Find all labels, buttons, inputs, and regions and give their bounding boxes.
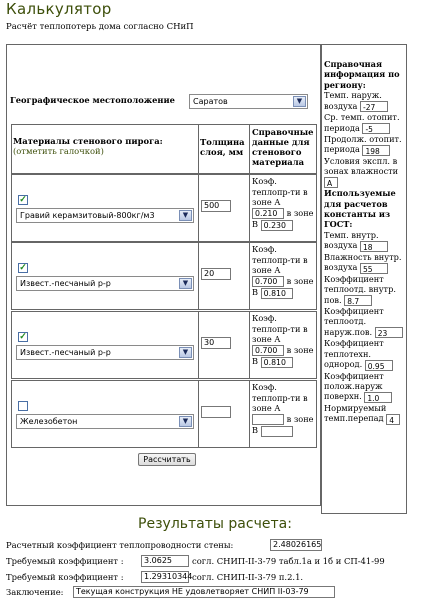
t-avg-input[interactable]: -5 [362,123,390,134]
layer-checkbox[interactable]: ✓ [19,195,27,205]
thickness-input[interactable]: 20 [201,268,231,280]
req1-note: согл. СНИП-II-3-79 табл.1а и 1б и СП-41-99 [192,556,385,566]
material-select-value: Железобетон [20,417,78,426]
calc-coef-label: Расчетный коэффициент теплопроводности стены: [6,540,234,550]
k-out-label: Коэффициент теплоотд. наруж.пов. 23 [324,306,404,338]
layer-checkbox[interactable]: ✓ [19,263,27,273]
thickness-header: Толщина слоя, мм [200,137,245,157]
delta-input[interactable]: 4 [386,414,400,425]
calculate-button[interactable]: Рассчитать [138,453,196,466]
humidity-label: Влажность внутр. воздуха 55 [324,251,402,274]
coef-block [252,382,316,437]
k-in-input[interactable]: 8.7 [344,295,372,306]
zone-b-label: в зоне В [252,275,314,297]
duration-input[interactable]: 198 [362,145,390,156]
city-select-value: Саратов [193,97,228,106]
coef-b-input[interactable]: 0.810 [261,288,293,299]
results-title: Результаты расчета: [138,516,292,532]
duration-label: Продолж. отопит. периода 198 [324,134,402,156]
zone-input[interactable]: А [324,177,338,188]
materials-header-title: Материалы стенового пирога: [13,136,163,146]
city-select[interactable] [189,94,308,109]
layer-checkbox[interactable] [18,401,28,411]
material-select-value: Гравий керамзитовый-800кг/м3 [20,211,155,220]
k-uniform-input[interactable]: 0.95 [365,360,393,371]
t-out-input[interactable]: -27 [360,101,388,112]
coef-label: Коэф. теплопр-ти в зоне А [252,313,308,344]
coef-label: Коэф. теплопр-ти в зоне А [252,244,308,275]
thickness-input[interactable] [201,406,231,418]
coef-a-input[interactable]: 0.700 [252,345,284,356]
zone-b-label: в зоне В [252,413,314,435]
zone-b-label: в зоне В [252,344,314,366]
calc-coef-field[interactable]: 2.48026165 [270,539,322,551]
thickness-input[interactable]: 30 [201,337,231,349]
coef-label: Коэф. теплопр-ти в зоне А [252,382,308,413]
page-subtitle: Расчёт теплопотерь дома согласно СНиП [6,22,194,32]
coef-block [252,176,316,231]
ref-title: Справочная информация по региону: [324,59,400,90]
material-select[interactable] [16,208,194,223]
req2-note: согл. СНИП-II-3-79 п.2.1. [192,572,304,582]
t-in-input[interactable]: 18 [360,241,388,252]
k-out-input[interactable]: 23 [375,327,403,338]
geo-label: Географическое местоположение [10,95,175,105]
chevron-down-icon[interactable]: ▼ [179,416,192,427]
material-select[interactable] [16,345,194,360]
page-title: Калькулятор [6,0,112,18]
side-panel [321,44,407,514]
coef-a-input[interactable]: 0.700 [252,276,284,287]
coef-a-input[interactable]: 0.210 [252,208,284,219]
coef-a-input[interactable] [252,414,284,425]
req2-field[interactable]: 1.29310344 [141,571,189,583]
coef-label: Коэф. теплопр-ти в зоне А [252,176,308,207]
req2-label: Требуемый коэффициент : [6,572,124,582]
delta-label: Нормируемый темп.перепад 4 [324,403,404,425]
t-in-label: Темп. внутр. воздуха 18 [324,230,404,252]
chevron-down-icon[interactable]: ▼ [293,96,306,107]
reference-header: Справочные данные для стенового материала [252,127,314,167]
coef-b-input[interactable] [261,426,293,437]
layer-checkbox[interactable]: ✓ [19,332,27,342]
k-pos-label: Коэффициент полож.наруж поверхн. 1.0 [324,371,404,403]
materials-header-note: (отметить галочкой) [13,146,104,156]
zone-label: Условия экспл. в зонах влажности А [324,155,399,189]
k-uniform-label: Коэффициент теплотехн. однород. 0.95 [324,338,404,370]
k-pos-input[interactable]: 1.0 [364,392,392,403]
humidity-input[interactable]: 55 [360,263,388,274]
chevron-down-icon[interactable]: ▼ [179,210,192,221]
k-in-label: Коэффициент теплоотд. внутр. пов. 8.7 [324,273,396,306]
material-select-value: Извест.-песчаный р-р [20,348,111,357]
materials-header [13,136,195,156]
material-select-value: Извест.-песчаный р-р [20,279,111,288]
req1-label: Требуемый коэффициент : [6,556,124,566]
coef-b-input[interactable]: 0.810 [261,357,293,368]
material-select[interactable] [16,414,194,429]
conclusion-field[interactable]: Текущая конструкция НЕ удовлетворяет СНИП II-03-79 [73,586,335,598]
coef-block [252,313,316,368]
thickness-input[interactable]: 500 [201,200,231,212]
coef-b-input[interactable]: 0.230 [261,220,293,231]
zone-b-label: в зоне В [252,207,314,229]
req1-field[interactable]: 3.0625 [141,555,189,567]
t-avg-label: Ср. темп. отопит. периода -5 [324,112,400,135]
conclusion-label: Заключение: [6,587,64,597]
chevron-down-icon[interactable]: ▼ [179,347,192,358]
coef-block [252,244,316,299]
chevron-down-icon[interactable]: ▼ [179,278,192,289]
t-out-label: Темп. наруж. воздуха -27 [324,90,404,112]
used-title: Используемые для расчетов константы из ГОСТ: [324,188,396,230]
material-select[interactable] [16,276,194,291]
